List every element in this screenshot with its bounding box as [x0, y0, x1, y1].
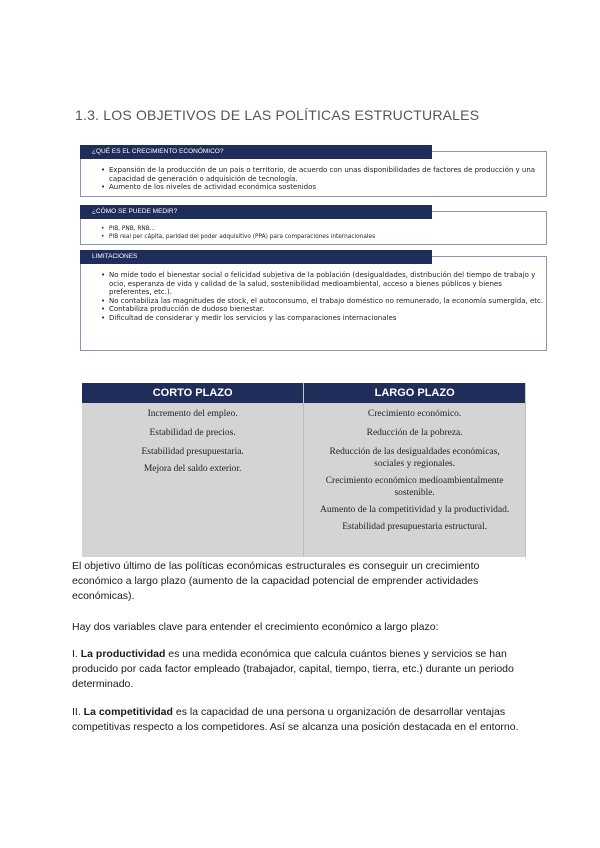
- list-item: • PIB real per cápita, paridad del poder adquisitivo (PPA) para comparaciones internacionales: [103, 233, 546, 241]
- term-competitividad: La competitividad: [83, 706, 173, 718]
- box-title: ¿QUÉ ES EL CRECIMIENTO ECONÓMICO?: [80, 145, 432, 159]
- definition: es la capacidad de una persona u organización de desarrollar ventajas competitivas respecto a los competidores. Así se alcanza una posición destacada en el entorno.: [72, 706, 519, 733]
- list-item: • Expansión de la producción de un país o territorio, de acuerdo con unas disponibilidades de factores de producción y una capacidad de generación o adquisición de tecnología.: [103, 166, 546, 183]
- paragraph-competitividad: [72, 705, 532, 735]
- objectives-table: [82, 383, 526, 557]
- table-item: Reducción de las desigualdades económicas, sociales y regionales.: [329, 447, 500, 469]
- paragraph-variables: Hay dos variables clave para entender el crecimiento económico a largo plazo:: [72, 621, 439, 633]
- paragraph-objective: El objetivo último de las políticas económicas estructurales es conseguir un crecimiento económico a largo plazo (aumento de la capacidad potencial de emprender actividades económicas).: [72, 560, 480, 602]
- table-item: Incremento del empleo.: [147, 409, 238, 419]
- list-item: • PIB, PNB, RNB...: [103, 225, 546, 233]
- box-title: LIMITACIONES: [80, 250, 432, 264]
- table-item: Reducción de la pobreza.: [366, 428, 463, 438]
- corto-plazo-cell: [82, 403, 304, 557]
- table-item: Estabilidad presupuestaria.: [141, 447, 244, 457]
- list-item: • Dificultad de considerar y medir los servicios y las comparaciones internacionales: [103, 314, 546, 323]
- list-item: • No mide todo el bienestar social o felicidad subjetiva de la población (desigualdades, distribución del tiempo de trabajo y ocio, esperanza de vida y calidad de la salud, sostenibilidad medioambiental, acceso a bienes públicos y bienes preferentes, etc.).: [103, 271, 546, 297]
- list-item: • Aumento de los niveles de actividad económica sostenidos: [103, 183, 546, 192]
- term-productividad: La productividad: [80, 648, 166, 660]
- largo-plazo-cell: [304, 403, 526, 557]
- numeral: II.: [72, 706, 84, 718]
- list-item: • Contabiliza producción de dudoso bienestar.: [103, 305, 546, 314]
- numeral: I.: [72, 648, 81, 660]
- paragraph-productividad: [72, 647, 532, 692]
- concept-box-measurement: [80, 208, 547, 245]
- section-heading: 1.3. LOS OBJETIVOS DE LAS POLÍTICAS ESTRUCTURALES: [75, 107, 480, 123]
- definition: es una medida económica que calcula cuántos bienes y servicios se han producido por cada factor empleado (trabajador, capital, tiempo, tierra, etc.) durante un periodo determinado.: [72, 648, 514, 690]
- table-item: Mejora del saldo exterior.: [143, 464, 242, 474]
- list-item: • No contabiliza las magnitudes de stock, el autoconsumo, el trabajo doméstico no remunerado, la economía sumergida, etc.: [103, 297, 546, 306]
- table-item: Crecimiento económico.: [367, 409, 462, 419]
- table-item: Aumento de la competitividad y la productividad.: [320, 505, 510, 515]
- concept-box-definition: [80, 148, 547, 197]
- box-title: ¿CÓMO SE PUEDE MEDIR?: [80, 205, 432, 219]
- column-header-corto: CORTO PLAZO: [82, 383, 304, 403]
- concept-box-limitations: [80, 253, 547, 351]
- table-item: Crecimiento económico medioambientalmente sostenible.: [325, 476, 504, 498]
- table-item: Estabilidad presupuestaria estructural.: [342, 522, 488, 532]
- column-header-largo: LARGO PLAZO: [304, 383, 526, 403]
- table-item: Estabilidad de precios.: [149, 428, 236, 438]
